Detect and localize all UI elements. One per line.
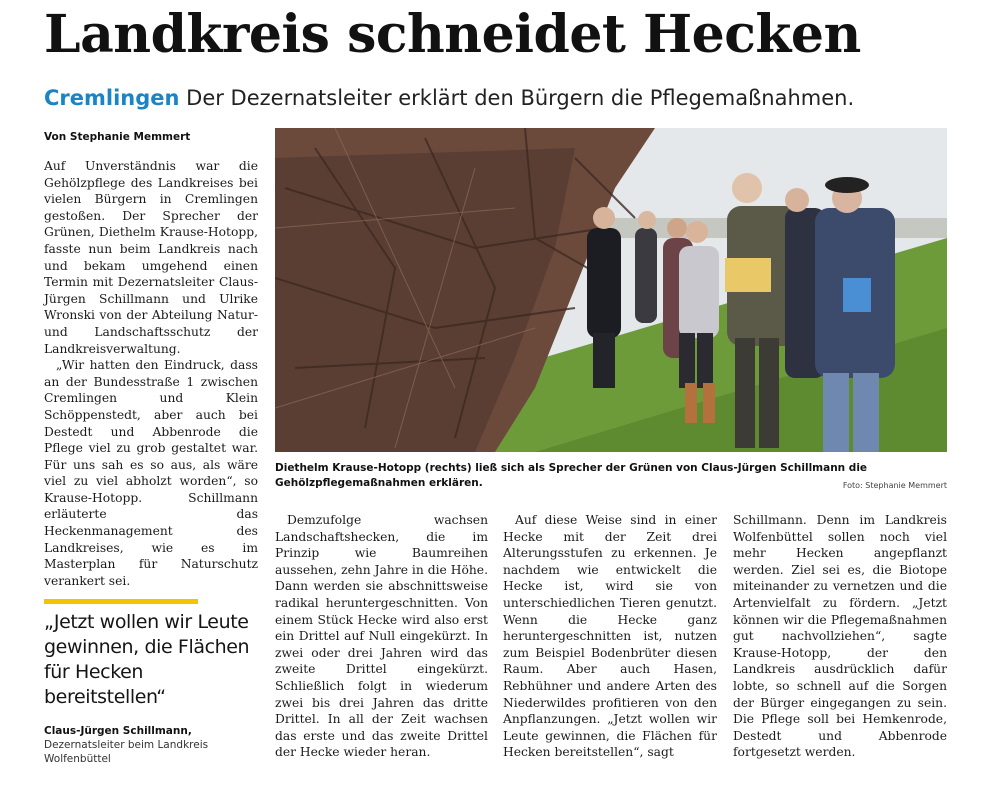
photo-caption: Diethelm Krause-Hotopp (rechts) ließ sich als Sprecher der Grünen von Claus-Jürgen Schillmann die Gehölzpflegemaßnahmen erklären.	[275, 462, 868, 489]
quote-accent-bar	[44, 599, 198, 604]
subheadline-text: Der Dezernatsleiter erklärt den Bürgern die Pflegemaßnahmen.	[186, 86, 855, 110]
paragraph: „Wir hatten den Eindruck, dass an der Bundesstraße 1 zwischen Cremlingen und Klein Schöppenstedt, aber auch bei Destedt und Abbenrode die Pflege viel zu grob gestaltet war. Für uns sah es so aus, als wäre viel zu viel abholzt worden“, so Krause-Hotopp. Schillmann erläuterte das Heckenmanagement des Landkreises, wie es im Masterplan für Naturschutz verankert sei.	[44, 358, 258, 588]
article-column-4	[733, 512, 947, 761]
photo-illustration	[275, 128, 947, 452]
paragraph: Schillmann. Denn im Landkreis Wolfenbüttel sollen noch viel mehr Hecken angepflanzt werden. Ziel sei es, die Biotope miteinander zu vernetzen und die Artenvielfalt zu fördern. „Jetzt können wir die Pflegemaßnahmen gut nachvollziehen“, sagte Krause-Hotopp, der den Landkreis ausdrücklich dafür lobte, so schnell auf die Sorgen der Bürger eingegangen zu sein. Die Pflege soll bei Hemkenrode, Destedt und Abbenrode fortgesetzt werden.	[733, 513, 947, 760]
quote-author: Claus-Jürgen Schillmann,	[44, 725, 192, 737]
paragraph: Auf diese Weise sind in einer Hecke mit der Zeit drei Alterungsstufen zu erkennen. Je nachdem wie entwickelt die Hecke ist, wird sie von unterschiedlichen Tieren genutzt. Wenn die Hecke ganz heruntergeschnitten ist, nutzen zum Beispiel Bodenbrüter diesen Raum. Aber auch Hasen, Rebhühner und andere Arten des Niederwildes profitieren von den Anpflanzungen. „Jetzt wollen wir Leute gewinnen, die Flächen für Hecken bereitstellen“, sagt	[503, 513, 717, 760]
photo-credit: Foto: Stephanie Memmert	[842, 481, 947, 490]
article-column-1	[44, 158, 258, 589]
article-column-3	[503, 512, 717, 761]
pull-quote-source	[44, 724, 264, 766]
byline: Von Stephanie Memmert	[44, 131, 191, 143]
headline: Landkreis schneidet Hecken	[44, 4, 861, 65]
paragraph: Demzufolge wachsen Landschaftshecken, die im Prinzip wie Baumreihen aussehen, zehn Jahre in die Höhe. Dann werden sie abschnittsweise radikal heruntergeschnitten. Von einem Stück Hecke wird also erst ein Drittel auf Null eingekürzt. In zwei oder drei Jahren wird das zweite Drittel eingekürzt. Schließlich folgt in wiederum zwei bis drei Jahren das dritte Drittel. In all der Zeit wachsen das erste und das zweite Drittel der Hecke wieder heran.	[275, 513, 488, 760]
article-column-2	[275, 512, 488, 761]
subheadline	[44, 84, 964, 112]
paragraph: Auf Unverständnis war die Gehölzpflege des Landkreises bei vielen Bürgern in Cremlingen gestoßen. Der Sprecher der Grünen, Diethelm Krause-Hotopp, fasste nun beim Landkreis nach und bekam umgehend einen Termin mit Dezernatsleiter Claus-Jürgen Schillmann und Ulrike Wronski von der Abteilung Natur- und Landschaftsschutz der Landkreisverwaltung.	[44, 159, 258, 356]
quote-author-role: Dezernatsleiter beim Landkreis Wolfenbüttel	[44, 739, 209, 765]
article-photo	[275, 128, 947, 452]
dateline-place: Cremlingen	[44, 86, 180, 110]
pull-quote: „Jetzt wollen wir Leute gewinnen, die Flächen für Hecken bereitstellen“	[44, 611, 250, 708]
